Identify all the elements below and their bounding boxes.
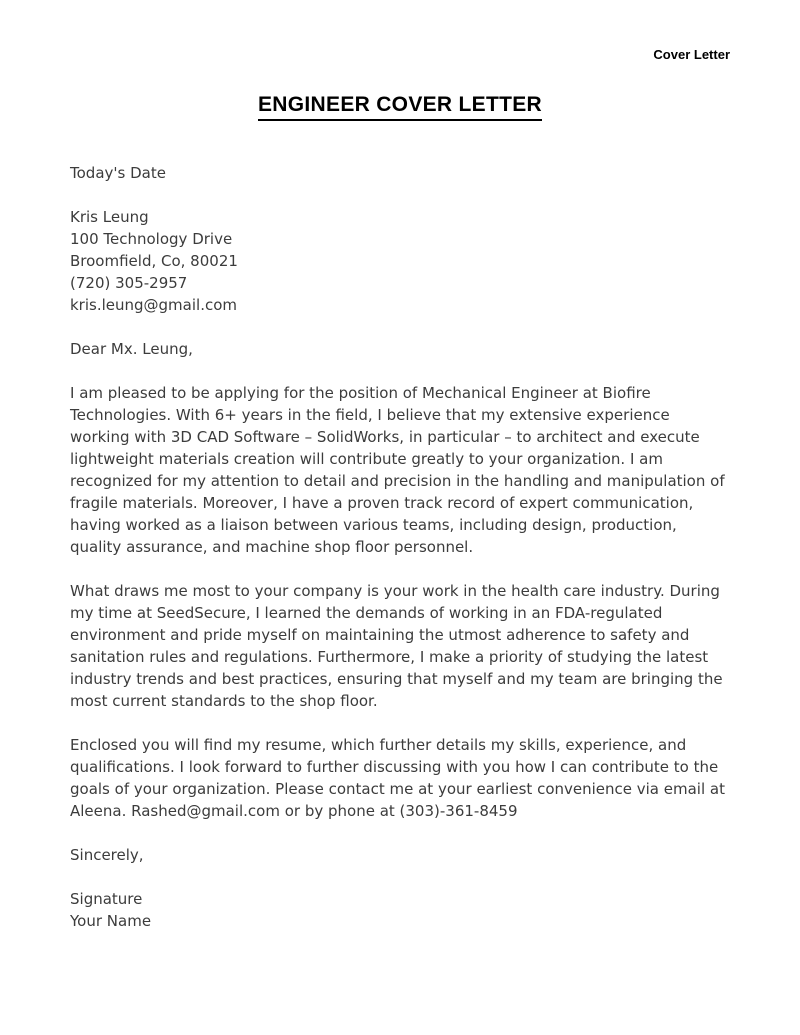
page-title: ENGINEER COVER LETTER: [258, 92, 542, 121]
sender-street-address: 100 Technology Drive: [70, 230, 233, 248]
sender-email: kris.leung@gmail.com: [70, 296, 237, 314]
signature-placeholder: Signature: [70, 890, 143, 908]
sender-city-state-zip: Broomfield, Co, 80021: [70, 252, 238, 270]
signature-block: [70, 888, 730, 932]
body-paragraph-3: Enclosed you will find my resume, which further details my skills, experience, and qualifications. I look forward to further discussing with you how I can contribute to the goals of your organization. Please contact me at your earliest convenience via email at Aleena. Rashed@gmail.com or by phone at (303)-361-8459: [70, 736, 725, 820]
body-paragraph-1: I am pleased to be applying for the position of Mechanical Engineer at Biofire Technologies. With 6+ years in the field, I believe that my extensive experience working with 3D CAD Software – SolidWorks, in particular – to architect and execute lightweight materials creation will contribute greatly to your organization. I am recognized for my attention to detail and precision in the handling and manipulation of fragile materials. Moreover, I have a proven track record of expert communication, having worked as a liaison between various teams, including design, production, quality assurance, and machine shop floor personnel.: [70, 384, 725, 556]
document-type-label: Cover Letter: [653, 47, 730, 62]
sender-phone: (720) 305-2957: [70, 274, 188, 292]
sender-contact-block: [70, 206, 730, 316]
sender-name: Kris Leung: [70, 208, 149, 226]
body-paragraph-2: What draws me most to your company is your work in the health care industry. During my time at SeedSecure, I learned the demands of working in an FDA-regulated environment and pride myself on maintaining the utmost adherence to safety and sanitation rules and regulations. Furthermore, I make a priority of studying the latest industry trends and best practices, ensuring that myself and my team are bringing the most current standards to the shop floor.: [70, 582, 723, 710]
title-container: [70, 92, 730, 121]
salutation: Dear Mx. Leung,: [70, 340, 193, 358]
name-placeholder: Your Name: [70, 912, 152, 930]
closing-valediction: Sincerely,: [70, 846, 144, 864]
date-placeholder: Today's Date: [70, 164, 166, 182]
